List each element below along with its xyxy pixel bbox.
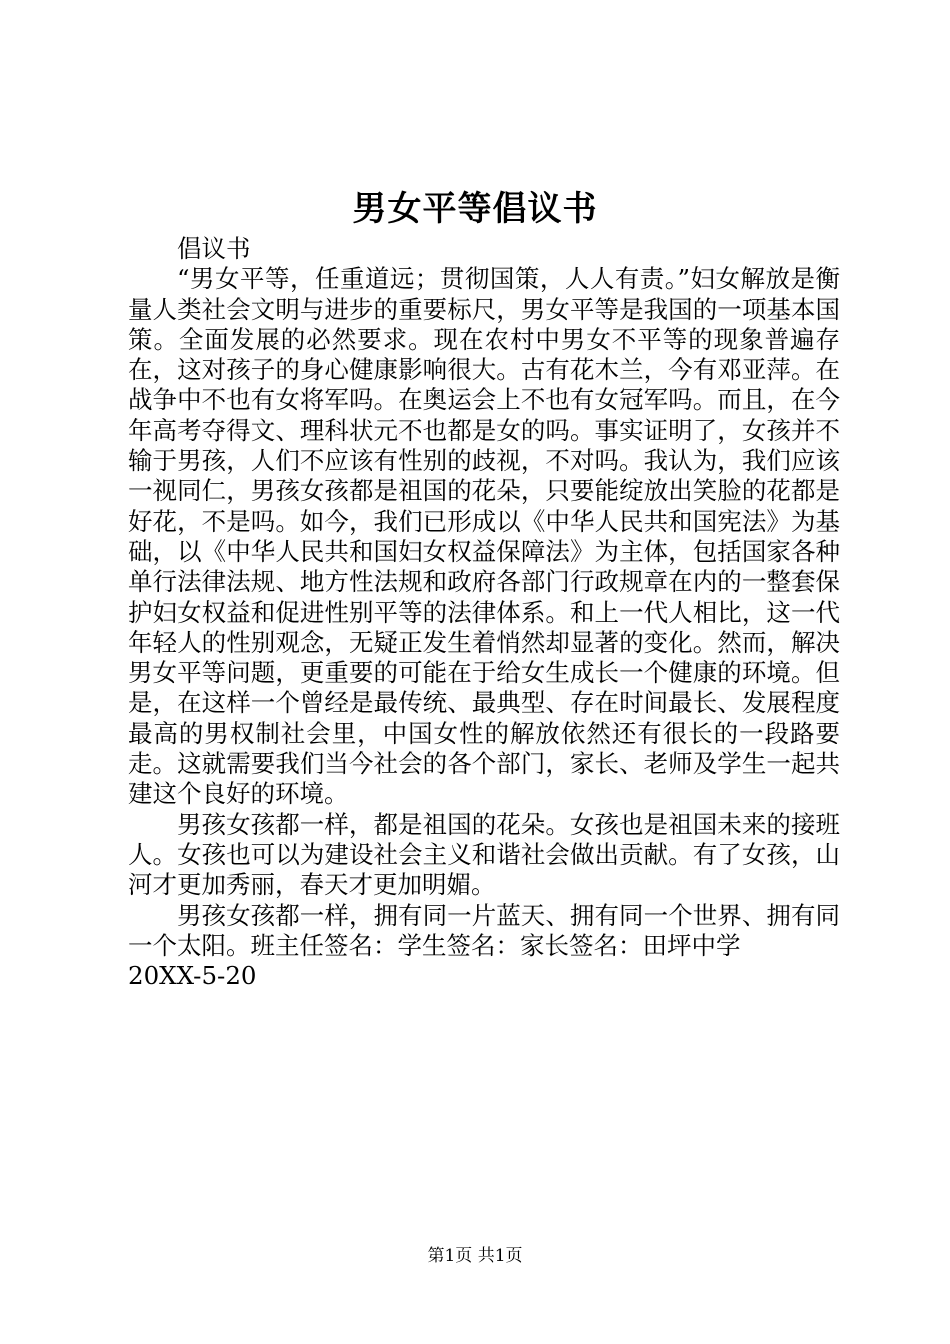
body-paragraph-3: 男孩女孩都一样，拥有同一片蓝天、拥有同一个世界、拥有同一个太阳。班主任签名：学生签名：家长签名：田坪中学 bbox=[128, 900, 840, 960]
page-footer: 第1页 共1页 bbox=[427, 1246, 523, 1266]
date-line: 20XX-5-20 bbox=[128, 961, 257, 991]
body-paragraph-1: “男女平等，任重道远；贯彻国策，人人有责。”妇女解放是衡量人类社会文明与进步的重要标尺，男女平等是我国的一项基本国策。全面发展的必然要求。现在农村中男女不平等的现象普遍存在，这对孩子的身心健康影响很大。古有花木兰，今有邓亚萍。在战争中不也有女将军吗。在奥运会上不也有女冠军吗。而且，在今年高考夺得文、理科状元不也都是女的吗。事实证明了，女孩并不输于男孩，人们不应该有性别的歧视，不对吗。我认为，我们应该一视同仁，男孩女孩都是祖国的花朵，只要能绽放出笑脸的花都是好花，不是吗。如今，我们已形成以《中华人民共和国宪法》为基础，以《中华人民共和国妇女权益保障法》为主体，包括国家各种单行法律法规、地方性法规和政府各部门行政规章在内的一整套保护妇女权益和促进性别平等的法律体系。和上一代人相比，这一代年轻人的性别观念，无疑正发生着悄然却显著的变化。然而，解决男女平等问题，更重要的可能在于给女生成长一个健康的环境。但是，在这样一个曾经是最传统、最典型、存在时间最长、发展程度最高的男权制社会里，中国女性的解放依然还有很长的一段路要走。这就需要我们当今社会的各个部门，家长、老师及学生一起共建这个良好的环境。 bbox=[128, 264, 840, 809]
document-body bbox=[128, 234, 840, 991]
body-paragraph-2: 男孩女孩都一样，都是祖国的花朵。女孩也是祖国未来的接班人。女孩也可以为建设社会主义和谐社会做出贡献。有了女孩，山河才更加秀丽，春天才更加明媚。 bbox=[128, 809, 840, 900]
salutation-line: 倡议书 bbox=[177, 234, 251, 263]
document-title: 男女平等倡议书 bbox=[352, 189, 598, 229]
